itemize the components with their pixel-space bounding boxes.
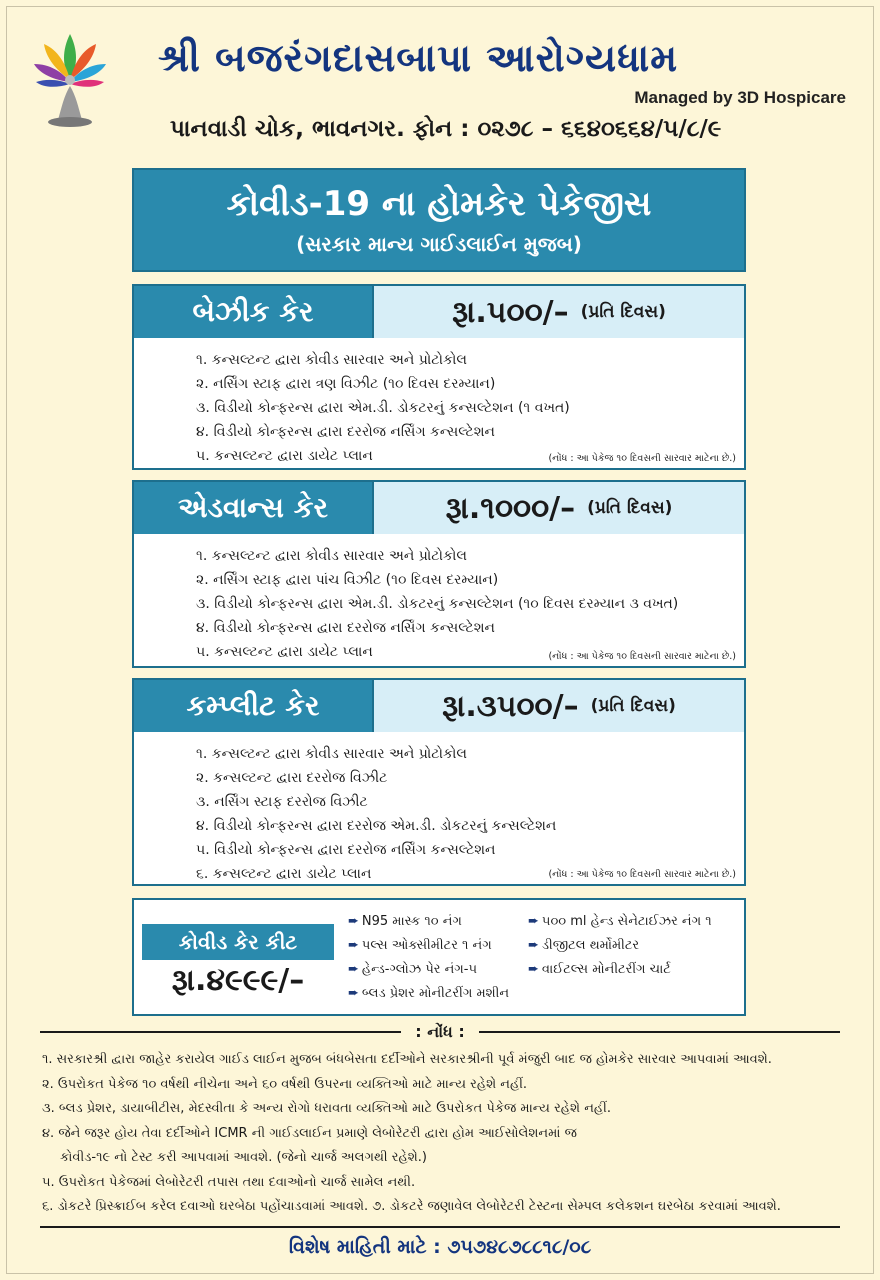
list-item: ૧. કન્સલ્ટન્ટ દ્વારા કોવીડ સારવાર અને પ્રોટોકોલ: [196, 746, 467, 762]
note-item: કોવીડ-૧૯ નો ટેસ્ટ કરી આપવામાં આવશે. (જેનો ચાર્જ અલગથી રહેશે.): [60, 1150, 427, 1165]
list-item: ૪. વિડીયો કોન્ફરન્સ દ્વારા દરરોજ નર્સિંગ કન્સલ્ટેશન: [196, 424, 495, 440]
list-item: ➨ પલ્સ ઓક્સીમીટર ૧ નંગ: [348, 938, 492, 953]
package-price: રૂા.૩૫૦૦/–: [442, 688, 579, 724]
list-item: ૫. વિડીયો કોન્ફરન્સ દ્વારા દરરોજ નર્સિંગ કન્સલ્ટેશન: [196, 842, 496, 858]
package-price: રૂા.૫૦૦/–: [452, 294, 569, 330]
contact-footer: વિશેષ માહિતી માટે : ૭૫૭૪૮૭૮૮૧૮/૦૮: [288, 1236, 592, 1258]
list-item: ૨. નર્સિંગ સ્ટાફ દ્વારા ત્રણ વિઝીટ (૧૦ દિવસ દરમ્યાન): [196, 376, 496, 392]
arrow-icon: ➨: [348, 938, 359, 953]
package-complete: [132, 678, 746, 886]
package-note: (નોંધ : આ પેકેજ ૧૦ દિવસની સારવાર માટેના છે.): [548, 453, 736, 464]
arrow-icon: ➨: [528, 938, 539, 953]
list-item: ➨ ડીજીટલ થર્મોમીટર: [528, 938, 640, 953]
list-item: ➨ વાઈટલ્સ મોનીટરીંગ ચાર્ટ: [528, 962, 671, 977]
list-item: ૨. કન્સલ્ટન્ટ દ્વારા દરરોજ વિઝીટ: [196, 770, 388, 786]
package-features: [134, 732, 744, 886]
package-advance: [132, 480, 746, 668]
divider: [40, 1031, 401, 1033]
list-item: ૩. વિડીયો કોન્ફરન્સ દ્વારા એમ.ડી. ડોકટરનું કન્સલ્ટેશન (૧ વખત): [196, 400, 570, 416]
package-per-day: (પ્રતિ દિવસ): [580, 302, 666, 322]
package-note: (નોંધ : આ પેકેજ ૧૦ દિવસની સારવાર માટેના છે.): [548, 651, 736, 662]
covid-care-kit: [132, 898, 746, 1016]
note-item: ૪. જેને જરૂર હોય તેવા દર્દીઓને ICMR ની ગાઈડલાઈન પ્રમાણે લેબોરેટરી દ્વારા હોમ આઈસોલેશનમાં જ: [42, 1125, 577, 1141]
arrow-icon: ➨: [528, 914, 539, 929]
banner-title: કોવીડ-19 ના હોમકેર પેકેજીસ: [226, 184, 652, 224]
arrow-icon: ➨: [348, 986, 359, 1001]
list-item: ૩. વિડીયો કોન્ફરન્સ દ્વારા એમ.ડી. ડોકટરનું કન્સલ્ટેશન (૧૦ દિવસ દરમ્યાન ૩ વખત): [196, 596, 679, 612]
package-per-day: (પ્રતિ દિવસ): [590, 696, 676, 716]
divider: [40, 1226, 840, 1228]
notes-list: [42, 1048, 842, 1220]
list-item: ➨ હેન્ડ-ગ્લોઝ પેર નંગ-૫: [348, 962, 478, 977]
lotus-yoga-logo: [34, 30, 106, 130]
list-item: ૨. નર્સિંગ સ્ટાફ દ્વારા પાંચ વિઝીટ (૧૦ દિવસ દરમ્યાન): [196, 572, 499, 588]
note-item: ૨. ઉપરોકત પેકેજ ૧૦ વર્ષથી નીચેના અને ૬૦ વર્ષથી ઉપરના વ્યક્તિઓ માટે માન્ય રહેશે નહીં.: [42, 1076, 528, 1092]
package-price-box: [372, 482, 744, 534]
banner-subtitle: (સરકાર માન્ય ગાઈડલાઈન મુજબ): [296, 232, 582, 256]
arrow-icon: ➨: [348, 962, 359, 977]
list-item: ➨ બ્લડ પ્રેશર મોનીટરીંગ મશીન: [348, 986, 510, 1001]
package-price-box: [372, 286, 744, 338]
list-item: ૫. કન્સલ્ટન્ટ દ્વારા ડાયેટ પ્લાન: [196, 644, 373, 660]
managed-by: Managed by 3D Hospicare: [634, 88, 846, 107]
package-price-box: [372, 680, 744, 732]
notes-heading: [40, 1022, 840, 1042]
address-phone: પાનવાડી ચોક, ભાવનગર. ફોન : ૦૨૭૮ – ૬૬૪૦૬૬૪/૫/૮/૯: [170, 116, 722, 142]
package-price: રૂા.૧૦૦૦/–: [445, 490, 576, 526]
list-item: ➨ ૫૦૦ ml હેન્ડ સેનેટાઈઝર નંગ ૧: [528, 914, 712, 929]
kit-items: [348, 912, 744, 1004]
list-item: ૬. કન્સલ્ટન્ટ દ્વારા ડાયેટ પ્લાન: [196, 866, 372, 882]
divider: [479, 1031, 840, 1033]
arrow-icon: ➨: [528, 962, 539, 977]
notes-label: : નોંધ :: [415, 1022, 465, 1041]
list-item: ૩. નર્સિંગ સ્ટાફ દરરોજ વિઝીટ: [196, 794, 368, 810]
package-basic: [132, 284, 746, 470]
list-item: ૧. કન્સલ્ટન્ટ દ્વારા કોવીડ સારવાર અને પ્રોટોકોલ: [196, 548, 467, 564]
package-name: એડવાન્સ કેર: [134, 482, 372, 534]
package-name: બેઝીક કેર: [134, 286, 372, 338]
note-item: ૧. સરકારશ્રી દ્વારા જાહેર કરાયેલ ગાઈડ લાઈન મુજબ બંધબેસતા દર્દીઓને સરકારશ્રીની પૂર્વ મંજુરી બાદ જ હોમકેર સારવાર આપવામાં આવશે.: [42, 1052, 772, 1067]
list-item: ૧. કન્સલ્ટન્ટ દ્વારા કોવીડ સારવાર અને પ્રોટોકોલ: [196, 352, 467, 368]
list-item: ➨ N95 માસ્ક ૧૦ નંગ: [348, 914, 462, 929]
list-item: ૪. વિડીયો કોન્ફરન્સ દ્વારા દરરોજ એમ.ડી. ડોકટરનું કન્સલ્ટેશન: [196, 818, 557, 834]
list-item: ૪. વિડીયો કોન્ફરન્સ દ્વારા દરરોજ નર્સિંગ કન્સલ્ટેશન: [196, 620, 495, 636]
title-banner: [132, 168, 746, 272]
list-item: ૫. કન્સલ્ટન્ટ દ્વારા ડાયેટ પ્લાન: [196, 448, 373, 464]
package-per-day: (પ્રતિ દિવસ): [587, 498, 673, 518]
hospital-name: શ્રી બજરંગદાસબાપા આરોગ્યધામ: [158, 36, 679, 80]
note-item: ૩. બ્લડ પ્રેશર, ડાયાબીટીસ, મેદસ્વીતા કે અન્ય રોગો ધરાવતા વ્યક્તિઓ માટે ઉપરોકત પેકેજ માન્ય રહેશે નહીં.: [42, 1101, 611, 1116]
kit-label: કોવીડ કેર કીટ: [142, 924, 334, 960]
kit-price: રૂા.૪૯૯૯/–: [171, 963, 305, 998]
arrow-icon: ➨: [348, 914, 359, 929]
package-features: [134, 338, 744, 468]
package-features: [134, 534, 744, 664]
package-name: કમ્પ્લીટ કેર: [134, 680, 372, 732]
note-item: ૫. ઉપરોકત પેકેજમાં લેબોરેટરી તપાસ તથા દવાઓનો ચાર્જ સામેલ નથી.: [42, 1174, 416, 1190]
package-note: (નોંધ : આ પેકેજ ૧૦ દિવસની સારવાર માટેના છે.): [548, 869, 736, 880]
note-item: ૬. ડોકટરે પ્રિસ્ક્રાઈબ કરેલ દવાઓ ઘરબેઠા પહોંચાડવામાં આવશે. ૭. ડોકટરે જણાવેલ લેબોરેટરી ટેસ્ટના સેમ્પલ કલેકશન ઘરબેઠા કરવામાં આવશે.: [42, 1199, 781, 1214]
